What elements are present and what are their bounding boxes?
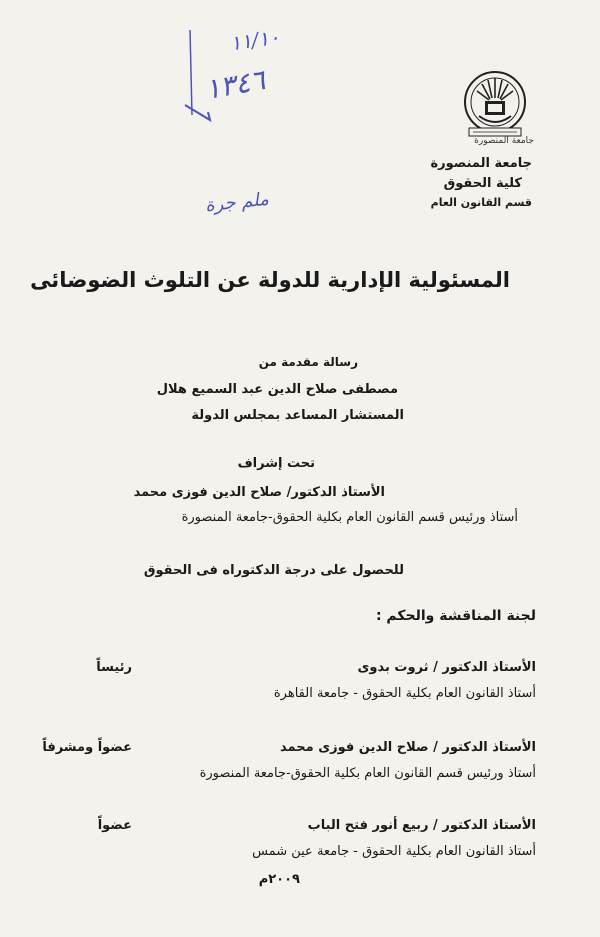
handwritten-reference: ١٣٤٦ [202, 63, 268, 106]
committee-heading: لجنة المناقشة والحكم : [375, 608, 536, 624]
author-title: المستشار المساعد بمجلس الدولة [191, 408, 404, 423]
thesis-title: المسئولية الإدارية للدولة عن التلوث الضوضائى [30, 268, 510, 292]
university-name: جامعة المنصورة [430, 156, 532, 171]
committee-member-role: عضواً ومشرفاً [42, 740, 132, 755]
handwritten-note: ملم جرة [204, 188, 270, 217]
committee-member-name: الأستاذ الدكتور / ثروت بدوى [357, 660, 536, 675]
committee-member-title: أستاذ القانون العام بكلية الحقوق - جامعة عين شمس [252, 844, 536, 859]
degree-statement: للحصول على درجة الدكتوراه فى الحقوق [143, 563, 404, 578]
committee-member-name: الأستاذ الدكتور / صلاح الدين فوزى محمد [280, 740, 536, 755]
author-name: مصطفى صلاح الدين عبد السميع هلال [156, 382, 398, 397]
handwritten-top-number: ١١/١٠ [228, 24, 282, 56]
committee-member-title: أستاذ ورئيس قسم القانون العام بكلية الحقوق-جامعة المنصورة [199, 766, 536, 781]
seal-caption: جامعة المنصورة [474, 136, 534, 146]
committee-member-name: الأستاذ الدكتور / ربيع أنور فتح الباب [307, 818, 536, 833]
submission-intro: رسالة مقدمة من [258, 355, 358, 369]
committee-member-title: أستاذ القانون العام بكلية الحقوق - جامعة القاهرة [273, 686, 536, 701]
faculty-name: كلية الحقوق [443, 176, 522, 191]
supervisor-name: الأستاذ الدكتور/ صلاح الدين فوزى محمد [133, 485, 385, 500]
supervision-heading: تحت إشراف [237, 456, 315, 471]
committee-member-role: رئيساً [96, 660, 132, 675]
handwritten-stroke-icon [180, 20, 310, 130]
committee-member-role: عضواً [97, 818, 132, 833]
department-name: قسم القانون العام [430, 196, 532, 209]
supervisor-title: أستاذ ورئيس قسم القانون العام بكلية الحقوق-جامعة المنصورة [181, 510, 518, 525]
thesis-year: ٢٠٠٩م [258, 872, 300, 887]
